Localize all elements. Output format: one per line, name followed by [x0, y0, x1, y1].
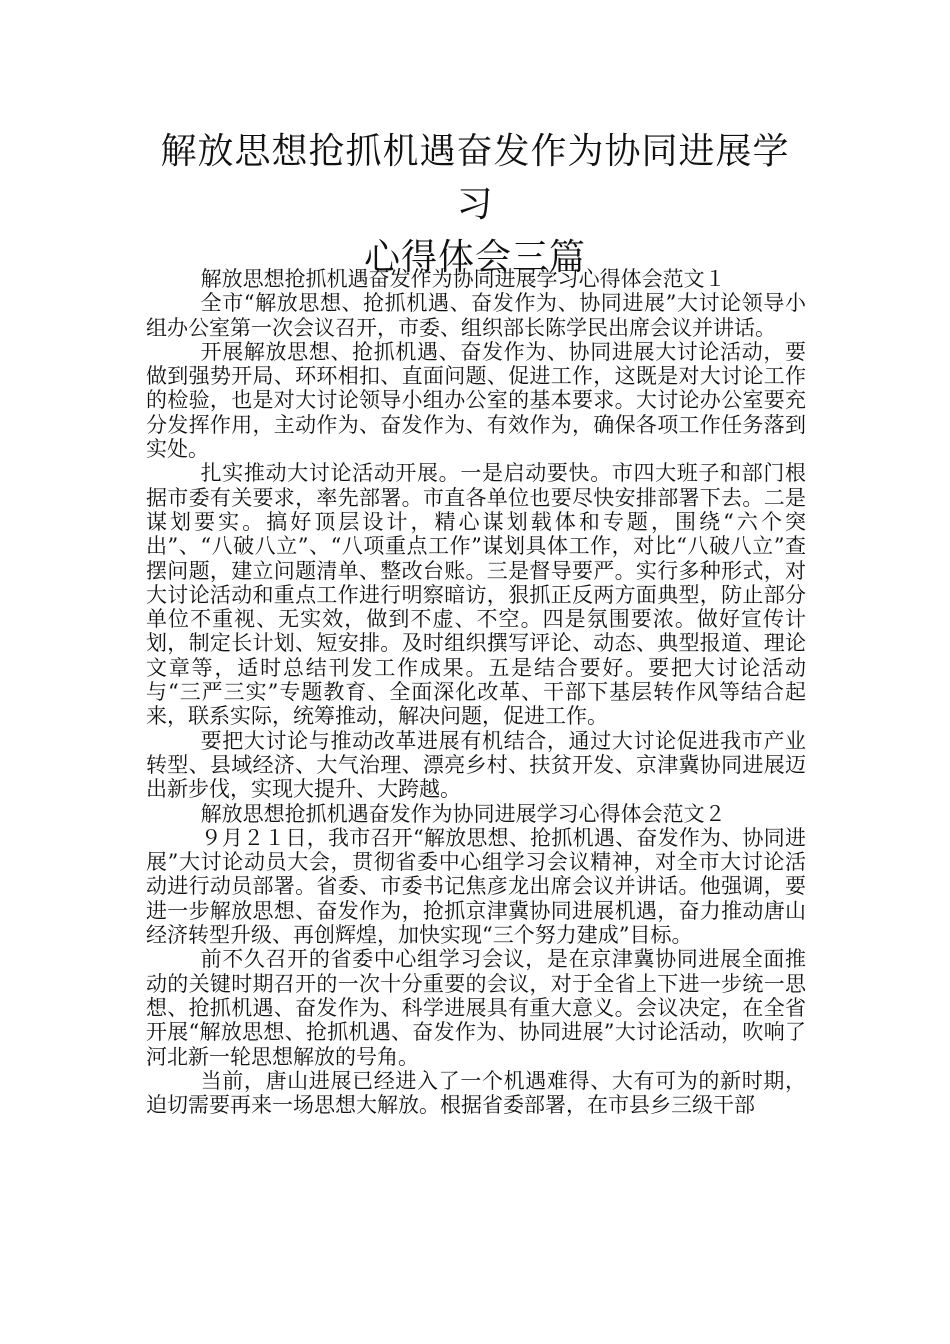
- title-line-1: 解放思想抢抓机遇奋发作为协同进展学习: [160, 131, 790, 225]
- paragraph: 要把大讨论与推动改革进展有机结合，通过大讨论促进我市产业转型、县域经济、大气治理、漂亮乡村、扶贫开发、京津冀协同进展迈出新步伐，实现大提升、大跨越。: [146, 728, 806, 802]
- paragraph: 全市“解放思想、抢抓机遇、奋发作为、协同进展”大讨论领导小组办公室第一次会议召开，市委、组织部长陈学民出席会议并讲话。: [146, 291, 806, 340]
- section-heading-2: 解放思想抢抓机遇奋发作为协同进展学习心得体会范文２: [200, 801, 726, 826]
- document-body: [146, 267, 806, 1117]
- document-title: [150, 125, 800, 284]
- section-heading-1: 解放思想抢抓机遇奋发作为协同进展学习心得体会范文１: [200, 267, 726, 291]
- title-line-2: 心得体会三篇: [363, 237, 586, 278]
- paragraph: 前不久召开的省委中心组学习会议，是在京津冀协同进展全面推动的关键时期召开的一次十分重要的会议，对于全省上下进一步统一思想、抢抓机遇、奋发作为、科学进展具有重大意义。会议决定，在全省开展“解放思想、抢抓机遇、奋发作为、协同进展”大讨论活动，吹响了河北新一轮思想解放的号角。: [146, 947, 806, 1069]
- paragraph: 当前，唐山进展已经进入了一个机遇难得、大有可为的新时期，迫切需要再来一场思想大解放。根据省委部署，在市县乡三级干部: [146, 1068, 806, 1118]
- paragraph: ９月２１日，我市召开“解放思想、抢抓机遇、奋发作为、协同进展”大讨论动员大会，贯彻省委中心组学习会议精神，对全市大讨论活动进行动员部署。省委、市委书记焦彦龙出席会议并讲话。他强调，要进一步解放思想、奋发作为，抢抓京津冀协同进展机遇，奋力推动唐山经济转型升级、再创辉煌，加快实现“三个努力建成”目标。: [146, 825, 806, 948]
- paragraph: 扎实推动大讨论活动开展。一是启动要快。市四大班子和部门根据市委有关要求，率先部署。市直各单位也要尽快安排部署下去。二是谋划要实。搞好顶层设计，精心谋划载体和专题，围绕“六个突出”、“八破八立”、“八项重点工作”谋划具体工作，对比“八破八立”查摆问题，建立问题清单、整改台账。三是督导要严。实行多种形式，对大讨论活动和重点工作进行明察暗访，狠抓正反两方面典型，防止部分单位不重视、无实效，做到不虚、不空。四是氛围要浓。做好宣传计划，制定长计划、短安排。及时组织撰写评论、动态、典型报道、理论文章等，适时总结刊发工作成果。五是结合要好。要把大讨论活动与“三严三实”专题教育、全面深化改革、干部下基层转作风等结合起来，联系实际，统筹推动，解决问题，促进工作。: [146, 461, 806, 729]
- paragraph: 开展解放思想、抢抓机遇、奋发作为、协同进展大讨论活动，要做到强势开局、环环相扣、直面问题、促进工作，这既是对大讨论工作的检验，也是对大讨论领导小组办公室的基本要求。大讨论办公室要充分发挥作用，主动作为、奋发作为、有效作为，确保各项工作任务落到实处。: [146, 339, 806, 462]
